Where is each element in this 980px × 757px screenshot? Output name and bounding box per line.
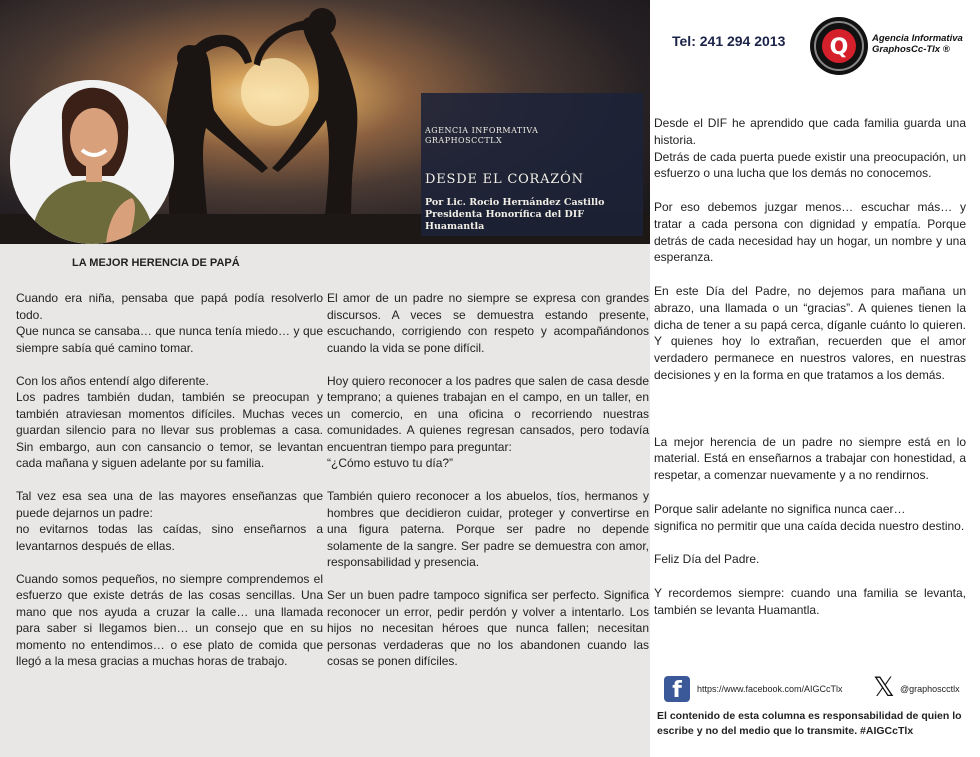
paragraph	[654, 501, 966, 535]
text-line: Porque salir adelante no significa nunca caer…	[654, 501, 906, 516]
text-line: Tal vez esa sea una de las mayores enseñanzas que puede dejarnos un padre:	[16, 489, 323, 520]
text-line: significa no permitir que una caída decida nuestro destino.	[654, 518, 965, 533]
text-line: no evitarnos todas las caídas, sino enseñarnos a levantarnos después de ellas.	[16, 522, 323, 553]
x-twitter-icon[interactable]: 𝕏	[873, 672, 895, 703]
logo-text-line: GraphosCc-Tlx ®	[872, 44, 950, 55]
agency-logo-icon	[809, 16, 869, 76]
article-title: LA MEJOR HERENCIA DE PAPÁ	[72, 257, 240, 269]
spacer	[654, 401, 966, 434]
text-line: Hoy quiero reconocer a los padres que salen de casa desde temprano; a quienes trabajan en el campo, en un taller, en un comercio, en una oficina o recorriendo nuestras comunidades. A quienes regresan cansados, pero todavía encuentran tiempo para preguntar:	[327, 373, 649, 454]
paragraph: Y recordemos siempre: cuando una familia se levanta, también se levanta Huamantla.	[654, 585, 966, 617]
column-header-box	[421, 93, 643, 236]
facebook-icon[interactable]: f	[664, 676, 690, 702]
paragraph: Feliz Día del Padre.	[654, 552, 760, 567]
text-line: Detrás de cada puerta puede existir una preocupación, un esfuerzo o una lucha que los demás no conocemos.	[654, 149, 966, 181]
paragraph: Cuando somos pequeños, no siempre comprendemos el esfuerzo que existe detrás de las cosas sencillas. Una mano que nos ayuda a cruzar la calle… una llamada para saber si llegamos bien… un consejo que en su momento no entendimos… o ese plato de comida que llegó a la mesa gracias a muchas horas de trabajo.	[16, 571, 323, 668]
author-byline	[425, 197, 640, 233]
facebook-link[interactable]: https://www.facebook.com/AIGCcTlx	[697, 684, 843, 694]
text-line: Cuando era niña, pensaba que papá podía resolverlo todo.	[16, 291, 323, 322]
text-line: Con los años entendí algo diferente.	[16, 373, 209, 388]
paragraph	[16, 290, 323, 356]
disclaimer-text: El contenido de esta columna es responsabilidad de quien lo escribe y no del medio que lo transmite. #AIGCcTlx	[657, 710, 962, 737]
header-photo-banner	[0, 0, 650, 244]
paragraph	[16, 488, 323, 554]
text-line: Los padres también dudan, también se preocupan y también atraviesan momentos difíciles. Muchas veces guardan silencio para no llevar sus problemas a casa. Sin embargo, aun con cansancio o temor, se levantan cada mañana y siguen adelante por su familia.	[16, 390, 323, 470]
section-title: DESDE EL CORAZÓN	[425, 172, 584, 187]
article-column-3	[654, 115, 966, 635]
paragraph: Por eso debemos juzgar menos… escuchar más… y tratar a cada persona con dignidad y empatía. Porque detrás de cada necesidad hay un hogar, un nombre y una esperanza.	[654, 199, 966, 265]
telephone-number: Tel: 241 294 2013	[672, 33, 786, 49]
text-line: Desde el DIF he aprendido que cada familia guarda una historia.	[654, 116, 966, 147]
paragraph	[654, 115, 966, 182]
paragraph: La mejor herencia de un padre no siempre está en lo material. Está en enseñarnos a trabajar con honestidad, a respetar, a comenzar nuevamente y a no rendirnos.	[654, 434, 966, 483]
paragraph: También quiero reconocer a los abuelos, tíos, hermanos y hombres que decidieron cuidar, proteger y convertirse en una figura paterna. Porque ser padre no depende solamente de la sangre. Ser padre se demuestra con amor, responsabilidad y presencia.	[327, 489, 649, 569]
article-column-2	[327, 290, 649, 686]
x-handle-link[interactable]: @graphoscctlx	[900, 684, 960, 694]
author-position: Presidenta Honorífica del DIF Huamantla	[425, 209, 584, 232]
logo-letter: Q	[829, 35, 849, 60]
agency-label: AGENCIA INFORMATIVA GRAPHOSCCTLX	[425, 126, 539, 145]
paragraph: En este Día del Padre, no dejemos para mañana un abrazo, una llamada o un “gracias”. A quienes tienen la dicha de tener a su papá cerca, díganle cuánto lo quieren. Y quienes hoy lo extrañan, recuerden que el amor verdadero permanece en nuestros valores, en nuestras decisiones y en la forma en que tratamos a los demás.	[654, 283, 966, 382]
paragraph	[16, 373, 323, 472]
paragraph: Ser un buen padre tampoco significa ser perfecto. Significa reconocer un error, pedir perdón y volver a intentarlo. Los hijos no necesitan héroes que nunca fallen; necesitan personas verdaderas que no los abandonen cuando las cosas se ponen difíciles.	[327, 588, 649, 668]
logo-text-line: Agencia Informativa	[872, 33, 963, 44]
agency-logo-text	[872, 33, 963, 55]
author-avatar	[10, 80, 174, 244]
article-column-1	[16, 290, 323, 686]
author-name: Por Lic. Rocio Hernández Castillo	[425, 197, 605, 208]
paragraph: El amor de un padre no siempre se expresa con grandes discursos. A veces se demuestra estando presente, escuchando, corrigiendo con respeto y acompañándonos cuando la vida se pone difícil.	[327, 291, 649, 355]
author-portrait-image	[10, 80, 174, 244]
text-line: Que nunca se cansaba… que nunca tenía miedo… y que siempre sabía qué camino tomar.	[16, 324, 323, 355]
quote-line: “¿Cómo estuvo tu día?”	[327, 456, 454, 470]
paragraph	[327, 373, 649, 472]
